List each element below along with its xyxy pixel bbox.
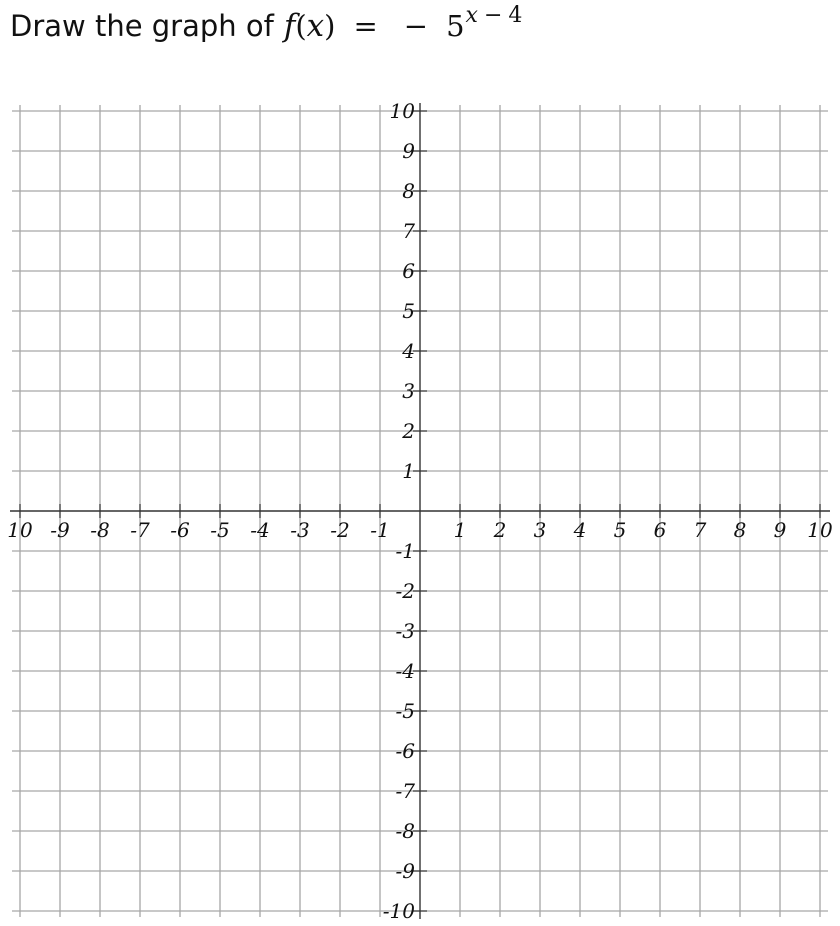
y-tick-label: -3 <box>395 619 415 643</box>
exponent-variable: x <box>465 3 478 28</box>
function-argument: x <box>306 8 325 44</box>
x-tick-label: -2 <box>330 518 350 542</box>
y-tick-label: 4 <box>402 339 415 363</box>
x-tick-label: 10 <box>7 518 33 542</box>
x-tick-label: 3 <box>533 518 547 542</box>
x-tick-label: -1 <box>370 518 390 542</box>
y-tick-label: -5 <box>395 699 415 723</box>
y-tick-label: 5 <box>402 299 415 323</box>
y-tick-label: -4 <box>395 659 415 683</box>
prompt-text: Draw the graph of <box>10 9 274 43</box>
x-tick-label: 8 <box>733 518 747 542</box>
x-tick-label: -8 <box>90 518 110 542</box>
y-tick-label: -2 <box>395 579 415 603</box>
x-tick-label: -4 <box>250 518 270 542</box>
y-tick-label: 9 <box>402 139 415 163</box>
x-tick-label: 4 <box>573 518 587 542</box>
y-tick-label: -1 <box>395 539 415 563</box>
x-tick-label: 5 <box>613 518 627 542</box>
x-tick-label: 10 <box>807 518 833 542</box>
x-tick-label: 7 <box>693 518 707 542</box>
x-tick-label: 2 <box>493 518 507 542</box>
exponent-operator: − <box>483 3 503 28</box>
x-tick-label: -6 <box>170 518 190 542</box>
y-tick-label: -7 <box>395 779 415 803</box>
y-tick-label: -10 <box>382 899 415 923</box>
negative-sign: − <box>403 9 429 43</box>
close-paren: ) <box>324 9 336 43</box>
y-tick-label: 6 <box>402 259 415 283</box>
y-tick-label: 1 <box>402 459 415 483</box>
equals-sign: = <box>353 9 378 43</box>
x-tick-label: 9 <box>773 518 787 542</box>
x-tick-label: -5 <box>210 518 230 542</box>
x-tick-label: -9 <box>50 518 70 542</box>
exponent-constant: 4 <box>508 3 523 28</box>
x-tick-label: 1 <box>453 518 467 542</box>
x-tick-label: -3 <box>290 518 310 542</box>
y-tick-label: -9 <box>395 859 415 883</box>
x-tick-label: -7 <box>130 518 150 542</box>
y-tick-label: 10 <box>389 99 415 123</box>
exponent-base: 5 <box>446 9 465 43</box>
x-tick-label: 6 <box>653 518 667 542</box>
y-tick-label: 2 <box>402 419 415 443</box>
function-name: f <box>283 8 296 44</box>
open-paren: ( <box>295 9 307 43</box>
y-tick-label: -8 <box>395 819 415 843</box>
y-tick-label: -6 <box>395 739 415 763</box>
y-tick-label: 7 <box>402 219 415 243</box>
y-tick-label: 8 <box>402 179 415 203</box>
y-tick-label: 3 <box>402 379 415 403</box>
